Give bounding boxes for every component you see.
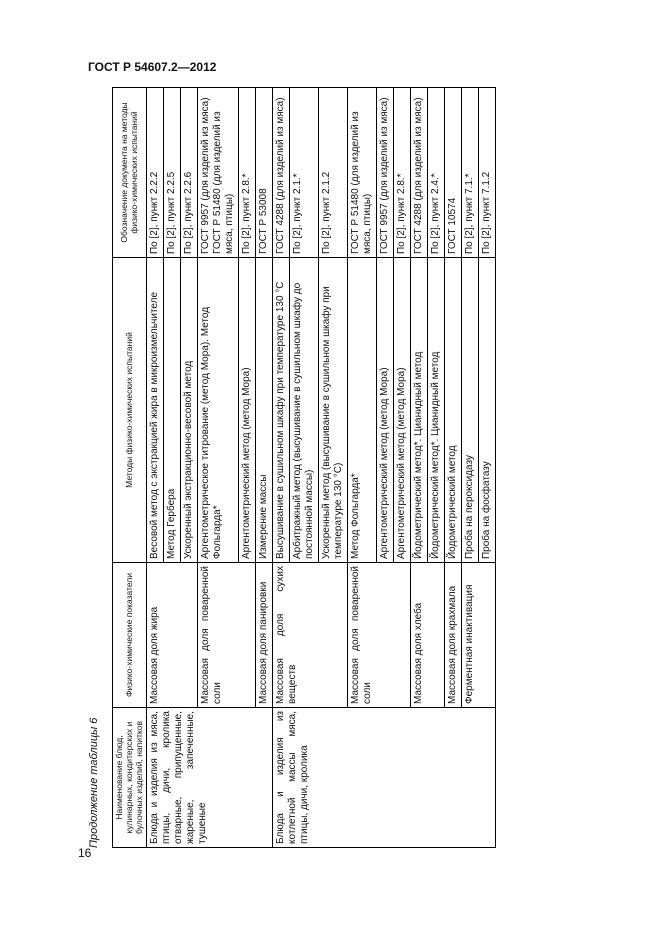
method-cell: Весовой метод с экстракцией жира в микроизмельчителе [147,258,164,563]
document-cell: По [2], пункт 2.1.2 [319,88,348,258]
document-cell: По [2], пункт 7.1.* [462,88,479,258]
method-cell: Аргентометрический метод (метод Мора) [394,258,411,563]
method-cell: Метод Гербера [164,258,181,563]
document-cell: По [2], пункт 2.2.6 [181,88,198,258]
method-cell: Йодометрический метод [445,258,462,563]
document-cell: По [2], пункт 2.2.5 [164,88,181,258]
method-cell: Проба на фосфатазу [479,258,496,563]
indicator-cell: Массовая доля крахмала [445,563,462,708]
document-cell: ГОСТ 9957 (для изделий из мяса) ГОСТ Р 51480 (для изделий из мяса, птицы) [198,88,239,258]
method-cell: Арбитражный метод (высушивание в сушильном шкафу до постоянной массы) [290,258,319,563]
table-row [273,88,290,848]
document-cell: ГОСТ 4288 (для изделий из мяса) [273,88,290,258]
standard-number: ГОСТ Р 54607.2—2012 [88,60,217,74]
table-header-row [113,88,147,848]
column-header: Обозначение документа на методы физико-химических испытаний [113,88,147,258]
document-cell: По [2], пункт 7.1.2 [479,88,496,258]
indicator-cell: Массовая доля сухих веществ [273,563,348,708]
indicator-cell: Массовая доля хлеба [411,563,445,708]
document-cell: По [2], пункт 2.2.2 [147,88,164,258]
indicator-cell: Массовая доля панировки [256,563,273,708]
method-cell: Метод Фольгарда* [348,258,377,563]
method-cell: Ускоренный метод (высушивание в сушильном шкафу при температуре 130 °C) [319,258,348,563]
method-cell: Высушивание в сушильном шкафу при температуре 130 °C [273,258,290,563]
document-cell: ГОСТ Р 51480 (для изделий из мяса, птицы) [348,88,377,258]
table-row [147,88,164,848]
document-cell: ГОСТ Р 53008 [256,88,273,258]
column-header: Физико-химические показатели [113,563,147,708]
document-cell: ГОСТ 9957 (для изделий из мяса) [377,88,394,258]
method-cell: Аргентометрический метод (метод Мора) [239,258,256,563]
document-cell: По [2], пункт 2.1.* [290,88,319,258]
document-cell: По [2], пункт 2.8.* [394,88,411,258]
method-cell: Йодометрический метод*. Цианидный метод [411,258,428,563]
document-cell: ГОСТ 4288 (для изделий из мяса) [411,88,428,258]
indicator-cell: Массовая доля жира [147,563,198,708]
dish-group-cell: Блюда и изделия из мяса, птицы, дичи, кролика отварные, припущенные, жареные, запеченные, тушеные [147,708,273,848]
column-header: Методы физико-химических испытаний [113,258,147,563]
rotated-table-area [88,88,568,848]
method-cell: Ускоренный экстракционно-весовой метод [181,258,198,563]
method-cell: Проба на пероксидазу [462,258,479,563]
methods-table [112,87,496,848]
document-cell: ГОСТ 10574 [445,88,462,258]
column-header: Наименование блюд, кулинарных, кондитерских и булочных изделий, напитков [113,708,147,848]
method-cell: Аргентометрическое титрование (метод Мора). Метод Фольгарда* [198,258,239,563]
indicator-cell: Ферментная инактивация [462,563,496,708]
table-body [147,88,496,848]
table-caption: Продолжение таблицы 6 [88,717,100,848]
method-cell: Измерение массы [256,258,273,563]
indicator-cell: Массовая доля поваренной соли [348,563,411,708]
document-cell: По [2], пункт 2.4.* [428,88,445,258]
method-cell: Аргентометрический метод (метод Мора) [377,258,394,563]
dish-group-cell: Блюда и изделия из котлетной массы мяса, птицы, дичи, кролика [273,708,496,848]
method-cell: Йодометрический метод*. Цианидный метод [428,258,445,563]
document-cell: По [2], пункт 2.8.* [239,88,256,258]
page-number: 16 [78,846,92,860]
indicator-cell: Массовая доля поваренной соли [198,563,256,708]
